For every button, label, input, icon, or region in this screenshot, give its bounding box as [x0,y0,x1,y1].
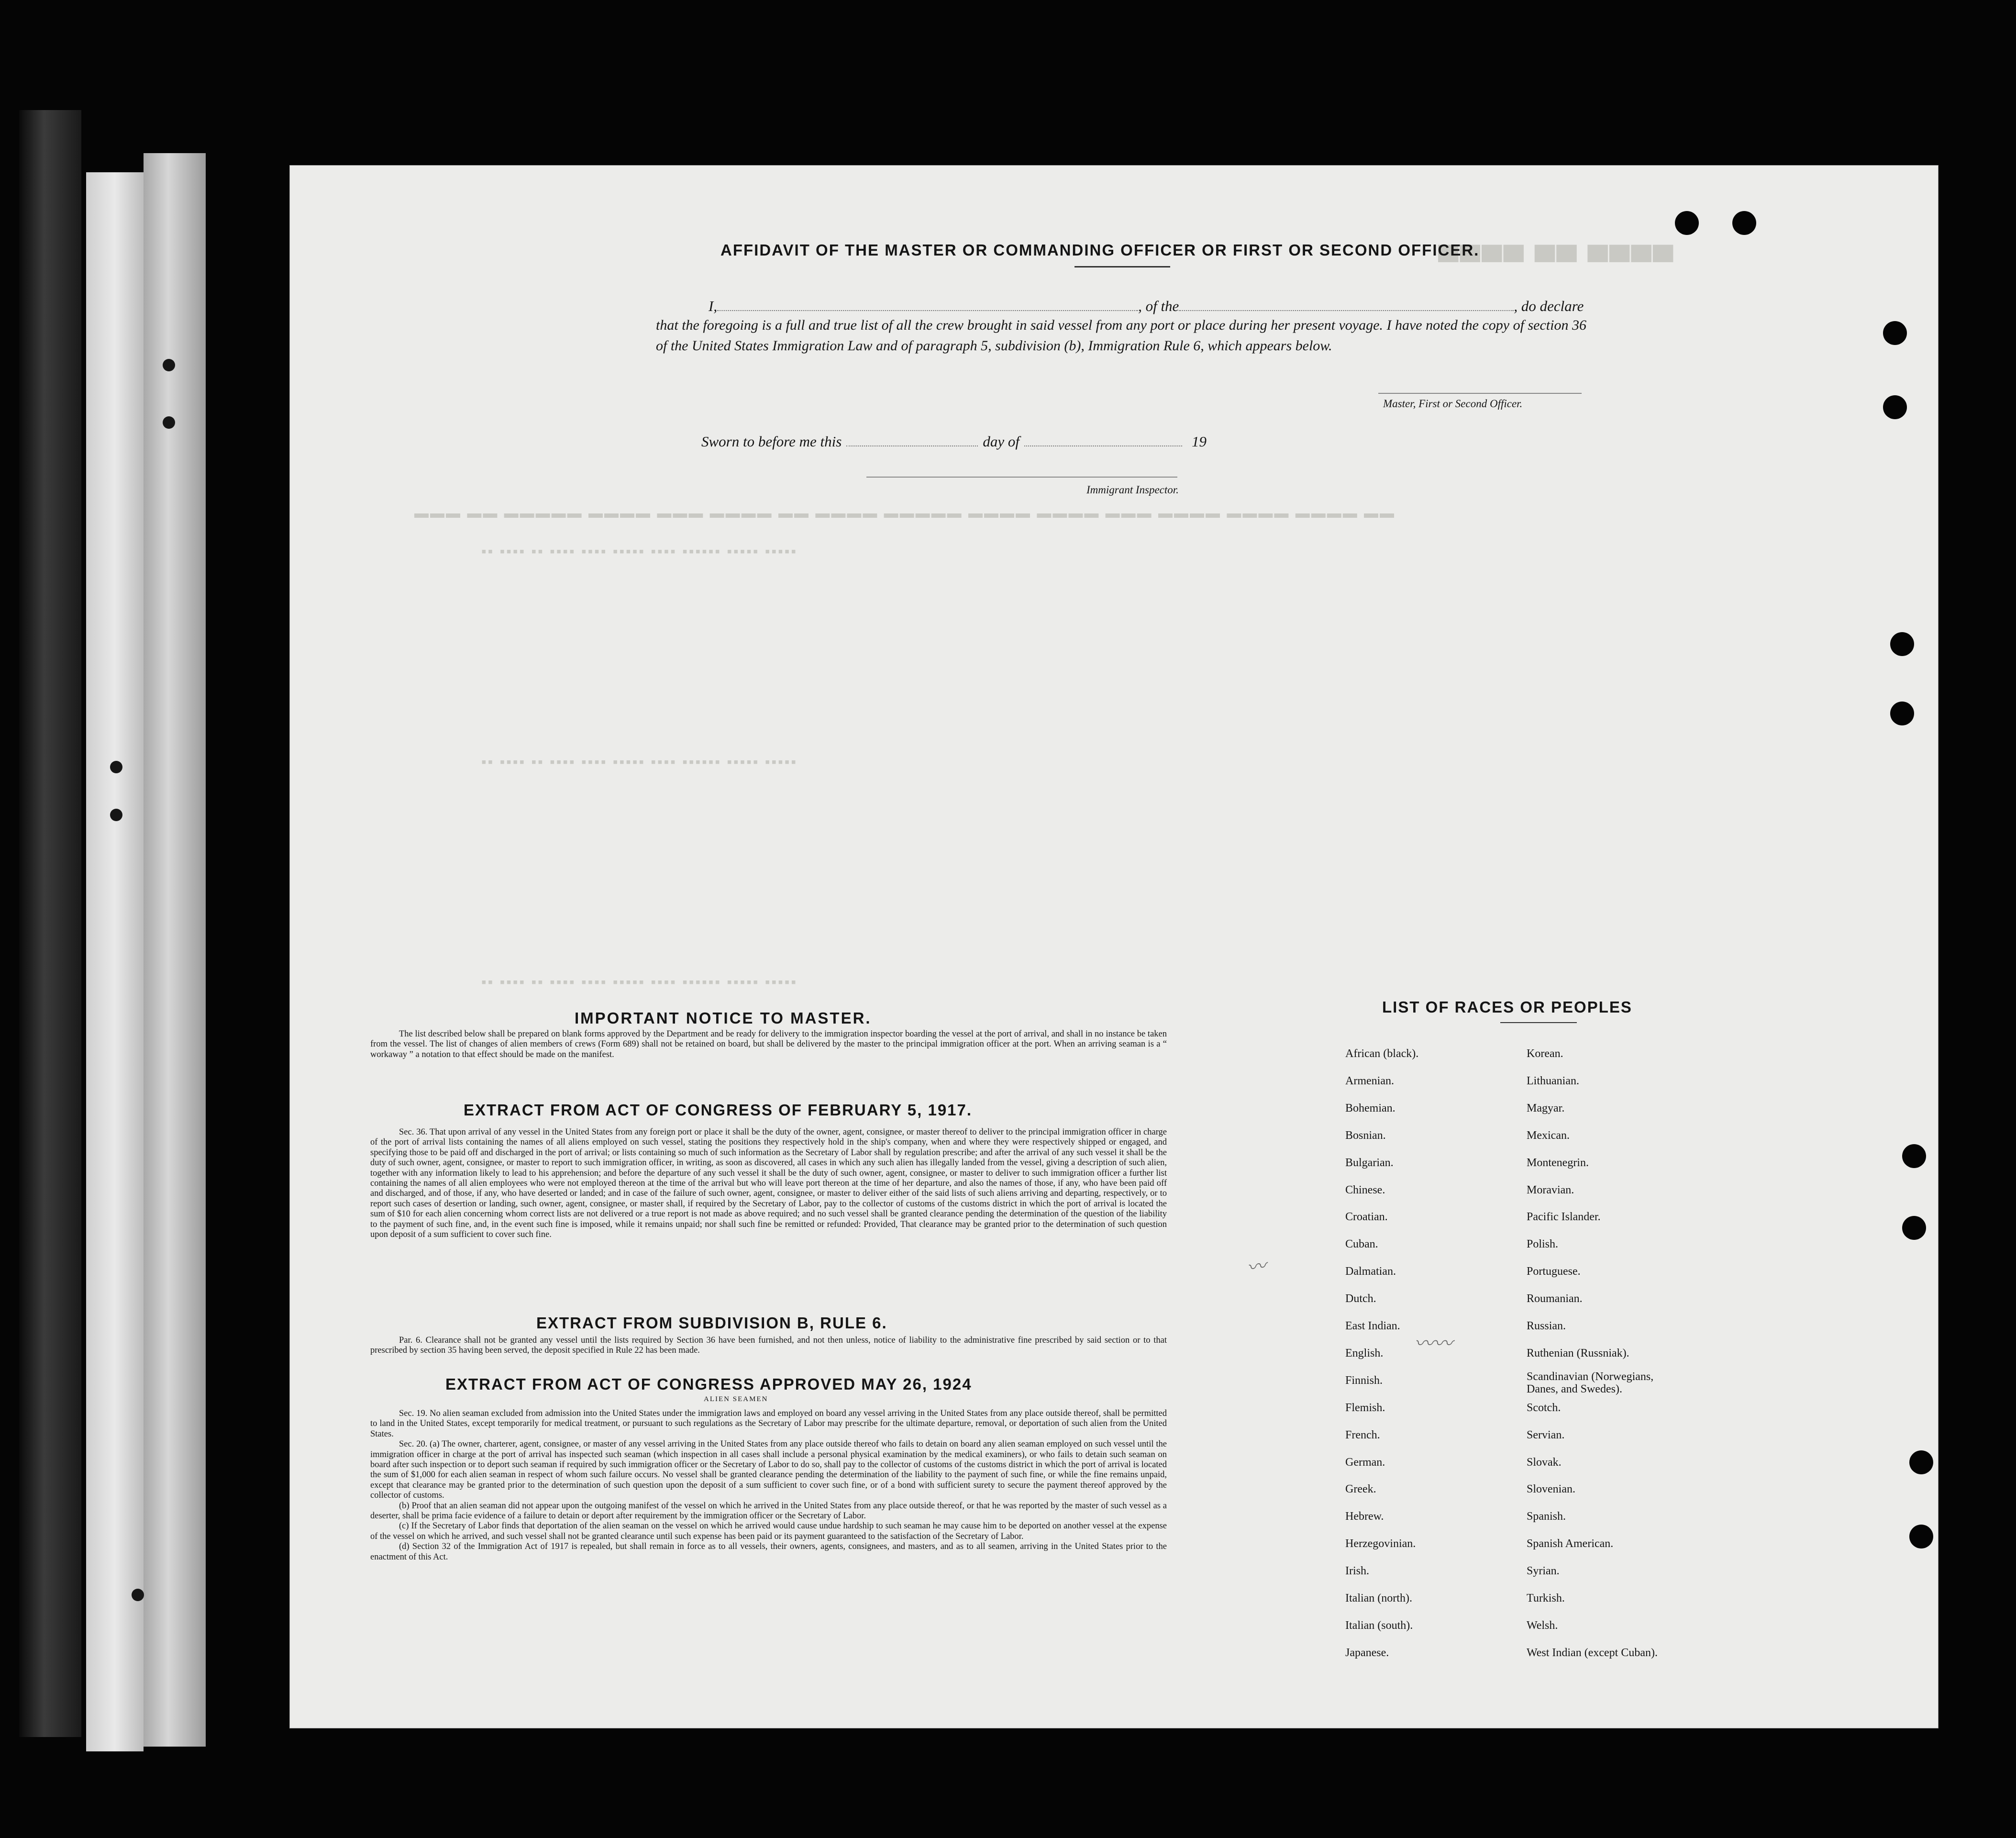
notice-title: IMPORTANT NOTICE TO MASTER. [575,1009,872,1027]
race-item: Magyar. [1527,1102,1565,1114]
inspector-line[interactable] [866,477,1177,478]
race-item: Finnish. [1345,1374,1383,1387]
affidavit-declaration-line [656,291,1586,315]
sworn-label: Sworn to before me this [701,433,842,450]
race-item: Cuban. [1345,1238,1378,1251]
page-punch-hole [1902,1144,1926,1168]
page-punch-hole [1675,211,1699,235]
act-1924-title: EXTRACT FROM ACT OF CONGRESS APPROVED MAY 26, 1924 [445,1375,972,1393]
race-item: Montenegrin. [1527,1156,1589,1169]
race-item: African (black). [1345,1047,1419,1060]
notice-text: The list described below shall be prepared on blank forms approved by the Department and be ready for delivery to the immigration inspector boarding the vessel at the port of arrival, and shall in no instance be taken from the vessel. The list of changes of alien members of crews (Form 689) shall not be retained on board, but shall be delivered by the master to the principal immigration officer at the port. When an arriving seaman is a “ workaway ” a notation to that effect should be made on the manifest. [370,1029,1167,1059]
race-item: Spanish. [1527,1510,1566,1523]
act-1917-title: EXTRACT FROM ACT OF CONGRESS OF FEBRUARY 5, 1917. [464,1101,973,1119]
race-item: Mexican. [1527,1129,1570,1142]
race-item: Welsh. [1527,1619,1558,1632]
page-punch-hole [1909,1450,1933,1474]
act-1924-sec20d: (d) Section 32 of the Immigration Act of 1917 is repealed, but shall remain in force as to all vessels, their owners, agents, consignees, and masters, and as to all seamen, arriving in the United States prior to the enactment of this Act. [370,1542,1167,1562]
act-1917-text: Sec. 36. That upon arrival of any vessel in the United States from any foreign port or place it shall be the duty of the owner, agent, consignee, or master thereof to deliver to the principal immigration officer in charge of the port of arrival lists containing the names of all aliens employed on such vessel, stating the positions they respectively hold in the ship's company, when and where they were respectively shipped or engaged, and specifying those to be paid off and discharged in the port of arrival; or lists containing so much of such information as the Secretary of Labor shall by regulation prescribe; and after the arrival of any such vessel it shall be the duty of such owner, agent, consignee, or master to report to such immigration officer, in writing, as soon as discovered, all cases in which any such alien has illegally landed from the vessel, giving a description of such alien, together with any information likely to lead to his apprehension; and before the departure of any such vessel it shall be the duty of such owner, agent, consignee, or master to deliver to such immigration officer a further list containing the names of all alien employees who were not employed thereon at the time of the arrival but who will leave port thereon at the time of her departure, and also the names of those, if any, who have been paid off and discharged, and of those, if any, who have deserted or landed; and in case of the failure of such owner, agent, consignee, or master to deliver either of the said lists of such aliens arriving and departing, respectively, or to report such cases of desertion or landing, such owner, agent, consignee, or master shall, if required by the Secretary of Labor, pay to the collector of customs of the customs district in which the port of arrival is located the sum of $10 for each alien concerning whom correct lists are not delivered or a true report is not made as above required; and no such vessel shall be granted clearance pending the determination of the question of the liability to the payment of such fine, and, in the event such fine is imposed, while it remains unpaid; nor shall such fine be remitted or refunded: Provided, That clearance may be granted prior to the determination of such question upon deposit of a sum sufficient to cover such fine. [370,1127,1167,1240]
page-punch-hole [1883,321,1907,345]
scan-left-edge [19,110,81,1737]
race-item: Dalmatian. [1345,1265,1396,1278]
do-declare-label: , do declare [1514,298,1584,314]
page-punch-hole [1883,395,1907,419]
race-item: Croatian. [1345,1211,1388,1224]
affidavit-title-rule [1074,266,1170,267]
act-1924-sec20c: (c) If the Secretary of Labor finds that deportation of the alien seaman on the vessel on which he arrived would cause undue hardship to such seaman he may cause him to be deported on another vessel at the expense of the vessel on which he arrived, and such vessel shall not be granted clearance until such expense has been paid or its payment guaranteed to the satisfaction of the Secretary of Labor. [370,1521,1167,1541]
act-1924-subtitle: ALIEN SEAMEN [704,1395,768,1403]
races-title: LIST OF RACES OR PEOPLES [1382,998,1632,1016]
i-label: I, [709,298,718,314]
race-item: Flemish. [1345,1401,1385,1414]
race-item: Lithuanian. [1527,1074,1579,1087]
of-the-label: , of the [1138,298,1179,314]
race-item: Polish. [1527,1238,1559,1251]
race-item: Scotch. [1527,1401,1561,1414]
race-item: Italian (south). [1345,1619,1413,1632]
binding-punch-hole [110,809,122,821]
act-1924-sec20a: Sec. 20. (a) The owner, charterer, agent, consignee, or master of any vessel arriving in the United States from any place outside thereof who fails to detain on board any alien seaman employed on such vessel until the immigration officer in charge at the port of arrival has inspected such seaman (which inspection in all cases shall include a personal physical examination by the medical examiners), or who fails to detain such seaman on board after such inspection or to deport such seaman if required by such immigration officer or the Secretary of Labor to do so, shall pay to the collector of customs of the customs district in which the port of arrival is located the sum of $1,000 for each alien seaman in respect of whom such failure occurs. No vessel shall be granted clearance pending the determination of the liability to the payment of such fine, or while the fine remains unpaid, except that clearance may be granted prior to the determination of such question upon the deposit of a sum sufficient to cover such fine, or of a bond with sufficient surety to secure the payment thereof approved by the collector of customs. [370,1439,1167,1501]
race-item: Roumanian. [1527,1292,1583,1305]
binding-punch-hole [132,1589,144,1601]
act-1924-sec20b: (b) Proof that an alien seaman did not appear upon the outgoing manifest of the vessel on which he arrived in the United States from any place outside thereof, or that he was reported by the master of such vessel as a deserter, shall be prima facie evidence of a failure to detain or deport after requirement by the immigration officer or the Secretary of Labor. [370,1501,1167,1521]
binding-punch-hole [163,416,175,429]
handwritten-mark: 〰〰 [1414,1333,1452,1354]
race-item: Spanish American. [1527,1537,1614,1550]
binding-punch-hole [163,359,175,371]
race-item: Syrian. [1527,1565,1560,1578]
race-item: German. [1345,1456,1385,1469]
sworn-day-field[interactable] [846,426,978,446]
race-item: Scandinavian (Norwegians, Danes, and Swedes). [1527,1370,1654,1395]
year-prefix: 19 [1191,433,1207,450]
race-item: Italian (north). [1345,1592,1412,1604]
day-of-label: day of [983,433,1019,450]
race-item: Dutch. [1345,1292,1376,1305]
rule6-title: EXTRACT FROM SUBDIVISION B, RULE 6. [536,1314,887,1332]
sworn-line [701,426,1207,450]
affidavit-statement: that the foregoing is a full and true list of all the crew brought in said vessel from any port or place during her present voyage. I have noted the copy of section 36 of the United States Immigration Law and of paragraph 5, subdivision (b), Immigration Rule 6, which appears below. [656,317,1586,354]
race-item: Greek. [1345,1483,1376,1496]
race-item: Ruthenian (Russniak). [1527,1347,1629,1359]
race-item: Slovenian. [1527,1483,1575,1496]
race-item: East Indian. [1345,1320,1400,1332]
race-item: Armenian. [1345,1074,1394,1087]
race-item: Irish. [1345,1565,1369,1578]
race-item: Bosnian. [1345,1129,1386,1142]
race-item: Pacific Islander. [1527,1211,1601,1224]
handwritten-mark: 〰 [1245,1255,1268,1279]
signature-line[interactable] [1378,393,1582,394]
page-punch-hole [1732,211,1756,235]
document-page: ▀▀▀▀ ▀▀ ▀▀▀▀ ▬▬▬ ▬▬ ▬▬▬▬▬ ▬▬▬▬ ▬▬▬ ▬▬▬▬ ▬▬ ▬▬▬▬ ▬▬▬▬▬ ▬▬▬▬ ▬▬▬▬ ▬▬▬ ▬▬▬▬ ▬▬▬▬ ▬▬▬▬ ▬▬ ▪▪ ▪▪▪▪ ▪▪ ▪▪▪▪ ▪▪▪▪ ▪▪▪▪▪ ▪▪▪▪ ▪▪▪▪▪▪ ▪▪▪▪▪ ▪▪▪▪▪ ▪▪ ▪▪▪▪ ▪▪ ▪▪▪▪ ▪▪▪▪ ▪▪▪▪▪ ▪▪▪▪ ▪▪▪▪▪▪ ▪▪▪▪▪ ▪▪▪▪▪ ▪▪ ▪▪▪▪ ▪▪ ▪▪▪▪ ▪▪▪▪ ▪▪▪▪▪ ▪▪▪▪ ▪▪▪▪▪▪ ▪▪▪▪▪ ▪▪▪▪▪ AFFIDAVIT OF THE MASTER OR COMMANDING OFFICER OR FIRST OR SECOND OFFICER. I, , of the , do declare that the foregoing is a full and true list of all the crew brought in said vessel from any port or place during her present voyage. I have noted the copy of section 36 of the United States Immigration Law and of paragraph 5, subdivision (b), Immigration Rule 6, which appears below. Master, First or Second Officer. Sworn to before me this day of 19 Immigrant Inspector. IMPORTANT NOTICE TO MASTER. The list described below shall be prepared on blank forms approved by the Department and be ready for delivery to the immigration inspector boarding the vessel at the port of arrival, and shall in no instance be taken from the vessel. The list of changes of alien members of crews (Form 689) shall not be retained on board, but shall be delivered by the master to the principal immigration officer at the port. When an arriving seaman is a “ workaway ” a notation to that effect should be made on the manifest. EXTRACT FROM ACT OF CONGRESS OF FEBRUARY 5, 1917. Sec. 36. That upon arrival of any vessel in the United States from any foreign port or place it shall be the duty of the owner, agent, consignee, or master thereof to deliver to the principal immigration officer in charge of the port of arrival lists containing the names of all aliens employed on such vessel, stating the positions they respectively hold in the ship's company, when and where they were respectively shipped or engaged, and specifying those to be paid off and discharged in the port of arrival; or lists containing so much of such information as the Secretary of Labor shall by regulation prescribe; and after the arrival of any such vessel it shall be the duty of such owner, agent, consignee, or master to report to such immigration officer, in writing, as soon as discovered, all cases in which any such alien has illegally landed from the vessel, giving a description of such alien, together with any information likely to lead to his apprehension; and before the departure of any such vessel it shall be the duty of such owner, agent, consignee, or master to deliver to such immigration officer a further list containing the names of all alien employees who were not employed thereon at the time of the arrival but who will leave port thereon at the time of her departure, and also the names of those, if any, who have been paid off and discharged, and of those, if any, who have deserted or landed; and in case of the failure of such owner, agent, consignee, or master to deliver either of the said lists of such aliens arriving and departing, respectively, or to report such cases of desertion or landing, such owner, agent, consignee, or master shall, if required by the Secretary of Labor, pay to the collector of customs of the customs district in which the port of arrival is located the sum of $10 for each alien concerning whom correct lists are not delivered or a true report is not made as above required; and no such vessel shall be granted clearance pending the determination of the question of the liability to the payment of such fine, and, in the event such fine is imposed, while it remains unpaid; nor shall such fine be remitted or refunded: Provided, That clearance may be granted prior to the determination of such question upon deposit of a sum sufficient to cover such fine. EXTRACT FROM SUBDIVISION B, RULE 6. Par. 6. Clearance shall not be granted any vessel until the lists required by Section 36 have been furnished, and not then unless, notice of liability to the administrative fine prescribed by said section or to that prescribed by section 35 having been served, the deposit specified in Rule 22 has been made. EXTRACT FROM ACT OF CONGRESS APPROVED MAY 26, 1924 ALIEN SEAMEN Sec. 19. No alien seaman excluded from admission into the United States under the immigration laws and employed on board any vessel arriving in the United States from any place outside thereof, shall be permitted to land in the United States, except temporarily for medical treatment, or pursuant to such regulations as the Secretary of Labor may prescribe for the ultimate departure, removal, or deportation of such alien from the United States. Sec. 20. (a) The owner, charterer, agent, consignee, or master of any vessel arriving in the United States from any place outside thereof who fails to detain on board any alien seaman employed on such vessel until the immigration officer in charge at the port of arrival has inspected such seaman (which inspection in all cases shall include a personal physical examination by the medical examiners), or who fails to detain such seaman on board after such inspection or to deport such seaman if required by such immigration officer or the Secretary of Labor to do so, shall pay to the collector of customs of the customs district in which the port of arrival is located the sum of $1,000 for each alien seaman in respect of whom such failure occurs. No vessel shall be granted clearance pending the determination of the liability to the payment of such fine, or while the fine remains unpaid, except that clearance may be granted prior to the determination of such question upon the deposit of a sum sufficient to cover such fine, or of a bond with sufficient surety to secure the payment thereof approved by the collector of customs. (b) Proof that an alien seaman did not appear upon the outgoing manifest of the vessel on which he arrived in the United States from any place outside thereof, or that he was reported by the master of such vessel as a deserter, shall be prima facie evidence of a failure to detain or deport after requirement by the immigration officer or the Secretary of Labor. (c) If the Secretary of Labor finds that deportation of the alien seaman on the vessel on which he arrived would cause undue hardship to such seaman he may cause him to be deported on another vessel at the expense of the vessel on which he arrived, and such vessel shall not be granted clearance until such expense has been paid or its payment guaranteed to the satisfaction of the Secretary of Labor. (d) Section 32 of the Immigration Act of 1917 is repealed, but shall remain in force as to all vessels, their owners, agents, consignees, and masters, and as to all seamen, arriving in the United States prior to the enactment of this Act. LIST OF RACES OR PEOPLES 〰 〰〰 African (black). Armenian. Bohemian. Bosnian. Bulgarian. Chinese. Croatian. Cuban. Dalmatian. Dutch. East Indian. English. Finnish. Flemish. French. German. Greek. Hebrew. Herzegovinian. Irish. Italian (north). Italian (south). Japanese. Korean. Lithuanian. Magyar. Mexican. Montenegrin. Moravian. Pacific Islander. Polish. Portuguese. Roumanian. Russian. Ruthenian (Russniak). Scandinavian (Norwegians, Danes, and Swedes). Scotch. Servian. Slovak. Slovenian. Spanish. Spanish American. Syrian. Turkish. Welsh. West Indian (except Cuban). [289,165,1938,1728]
name-field[interactable] [717,291,1138,311]
race-item: Hebrew. [1345,1510,1384,1523]
race-item: Turkish. [1527,1592,1565,1604]
race-item: Chinese. [1345,1183,1385,1196]
race-item: Moravian. [1527,1183,1574,1196]
page-punch-hole [1890,632,1914,656]
race-item: French. [1345,1428,1380,1441]
race-item: Portuguese. [1527,1265,1581,1278]
race-item: West Indian (except Cuban). [1527,1646,1658,1659]
race-item: Slovak. [1527,1456,1562,1469]
binding-punch-hole [110,761,122,773]
sworn-month-field[interactable] [1024,426,1182,446]
rule6-text: Par. 6. Clearance shall not be granted any vessel until the lists required by Section 36 have been furnished, and not then unless, notice of liability to the administrative fine prescribed by said section or to that prescribed by section 35 having been served, the deposit specified in Rule 22 has been made. [370,1336,1167,1356]
page-punch-hole [1902,1216,1926,1240]
affidavit-title: AFFIDAVIT OF THE MASTER OR COMMANDING OFFICER OR FIRST OR SECOND OFFICER. [720,241,1480,259]
race-item: Bulgarian. [1345,1156,1394,1169]
race-item: English. [1345,1347,1384,1359]
page-punch-hole [1890,702,1914,725]
act-1924-sec19: Sec. 19. No alien seaman excluded from admission into the United States under the immigration laws and employed on board any vessel arriving in the United States from any place outside thereof, shall be permitted to land in the United States, except temporarily for medical treatment, or pursuant to such regulations as the Secretary of Labor may prescribe for the ultimate departure, removal, or deportation of such alien from the United States. [370,1409,1167,1439]
race-item: Bohemian. [1345,1102,1396,1114]
race-item: Russian. [1527,1320,1566,1332]
binding-spine [86,172,144,1751]
binding-strip [144,153,206,1747]
act-1924-text [370,1409,1167,1562]
inspector-label: Immigrant Inspector. [1086,484,1179,496]
races-title-rule [1500,1022,1577,1023]
race-item: Herzegovinian. [1345,1537,1416,1550]
race-item: Korean. [1527,1047,1563,1060]
race-item: Servian. [1527,1428,1565,1441]
signature-label: Master, First or Second Officer. [1383,398,1523,410]
vessel-field[interactable] [1179,291,1514,311]
race-item: Japanese. [1345,1646,1389,1659]
page-punch-hole [1909,1525,1933,1548]
